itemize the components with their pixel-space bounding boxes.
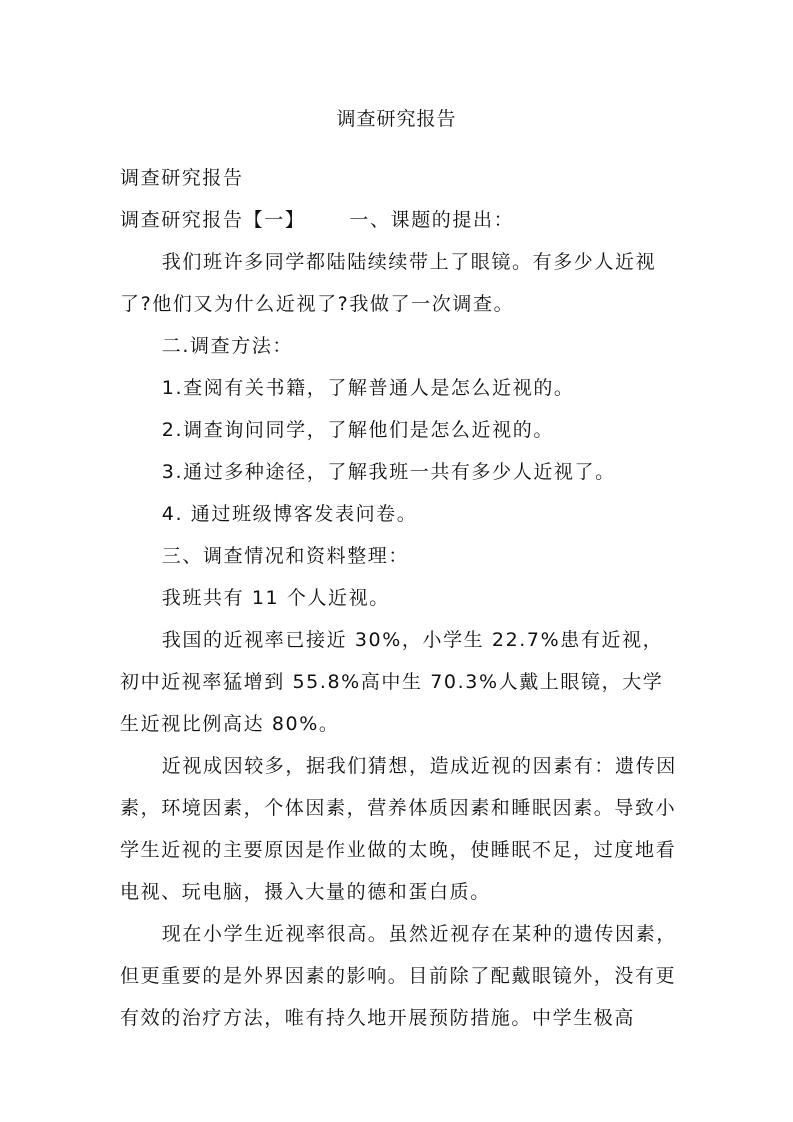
paragraph-intro: 我们班许多同学都陆陆续续带上了眼镜。有多少人近视了?他们又为什么近视了?我做了一次调查。 — [120, 251, 657, 315]
method-item-4: 4. 通过班级博客发表问卷。 — [161, 503, 418, 525]
paragraph-statistics: 我国的近视率已接近 30%，小学生 22.7%患有近视，初中近视率猛增到 55.8%高中生 70.3%人戴上眼镜，大学生近视比例高达 80%。 — [120, 629, 664, 735]
paragraph-causes: 近视成因较多，据我们猜想，造成近视的因素有：遗传因素，环境因素，个体因素，营养体质因素和睡眠因素。导致小学生近视的主要原因是作业做的太晚，使睡眠不足，过度地看电视、玩电脑，摄入大量的德和蛋白质。 — [120, 755, 677, 903]
document-subtitle: 调查研究报告 — [120, 167, 244, 189]
section-heading: 一、课题的提出： — [349, 209, 515, 231]
document-title: 调查研究报告 — [336, 108, 457, 130]
method-item-1: 1.查阅有关书籍，了解普通人是怎么近视的。 — [161, 377, 575, 399]
paragraph-class-count: 我班共有 11 个人近视。 — [161, 587, 390, 609]
document-body — [120, 157, 680, 1039]
paragraph-current: 现在小学生近视率很高。虽然近视存在某种的遗传因素，但更重要的是外界因素的影响。目前除了配戴眼镜外，没有更有效的治疗方法，唯有持久地开展预防措施。中学生极高 — [120, 923, 677, 1029]
section-label: 调查研究报告【一】 — [120, 209, 306, 231]
heading-results: 三、调查情况和资料整理： — [161, 545, 409, 567]
section-line — [120, 199, 680, 241]
method-item-3: 3.通过多种途径，了解我班一共有多少人近视了。 — [161, 461, 616, 483]
method-item-2: 2.调查询问同学，了解他们是怎么近视的。 — [161, 419, 554, 441]
heading-method: 二.调查方法： — [161, 335, 294, 357]
